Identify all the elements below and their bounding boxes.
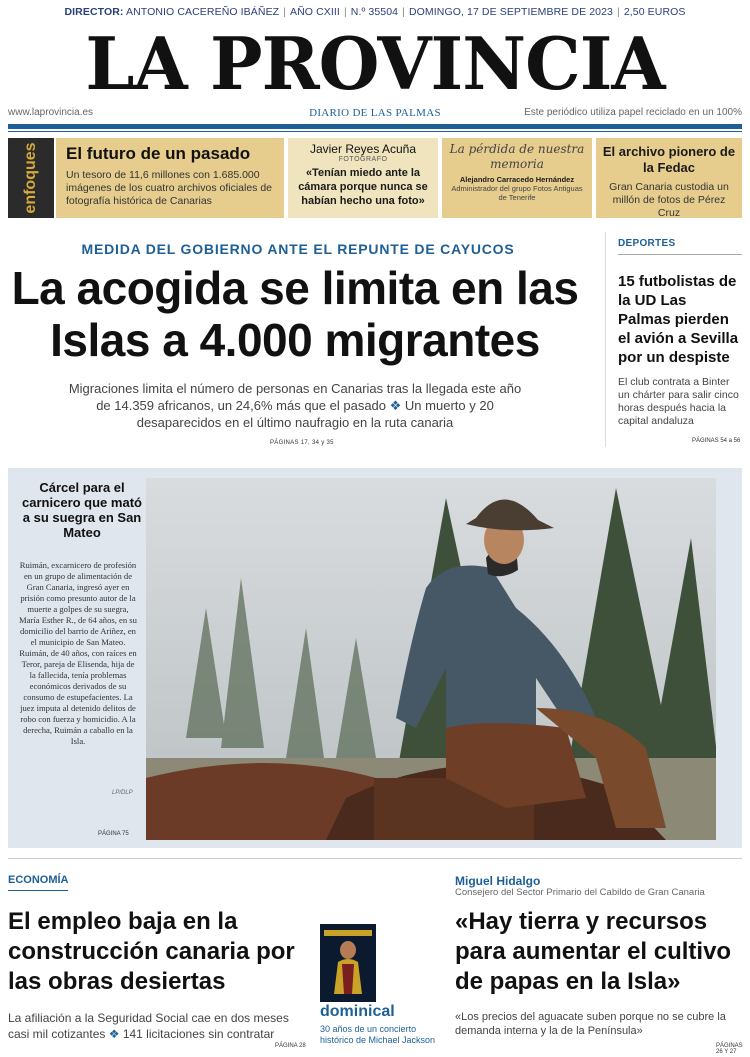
teaser-text: Un tesoro de 11,6 millones con 1.685.000 imágenes de los cuatro archivos oficiales de fotografía histórica de Canarias — [66, 169, 273, 207]
header-topline: DIRECTOR: ANTONIO CACEREÑO IBÁÑEZ | AÑO CXIII | N.º 35504 | DOMINGO, 17 DE SEPTIEMBRE DE 2023 | 2,50 EUROS — [64, 6, 686, 18]
interview-pages: PÁGINAS 26 Y 27 — [716, 1043, 743, 1055]
sports-text: El club contrata a Binter un chárter para salir cinco horas después hacia la capital andaluza — [618, 376, 739, 427]
sports-headline[interactable]: 15 futbolistas de la UD Las Palmas pierden el avión a Sevilla por un despiste — [618, 273, 739, 366]
column-divider — [605, 232, 606, 447]
economy-pages: PÁGINA 28 — [275, 1043, 306, 1049]
enfoques-label-box — [8, 138, 54, 218]
economy-text-1: La afiliación a la Seguridad Social cae en dos meses casi mil cotizantes — [8, 1011, 289, 1041]
photo-story-pages: PÁGINA 75 — [98, 831, 129, 837]
teaser-fedac[interactable] — [596, 138, 742, 218]
main-deck — [60, 380, 530, 431]
price: 2,50 EUROS — [623, 6, 686, 18]
site-url[interactable]: www.laprovincia.es — [8, 107, 94, 118]
header-rule — [8, 124, 742, 129]
teaser-memoria[interactable] — [442, 138, 592, 218]
teaser-reyes[interactable] — [288, 138, 438, 218]
issue-number: N.º 35504 — [350, 6, 399, 18]
teasers-strip — [8, 138, 742, 218]
interview-role: Consejero del Sector Primario del Cabildo de Gran Canaria — [455, 887, 705, 898]
teaser-person-role: Administrador del grupo Fotos Antiguas de Tenerife — [451, 184, 583, 202]
subbar — [8, 107, 742, 121]
header-rule-thin — [8, 131, 742, 132]
dominical-text: 30 años de un concierto histórico de Michael Jackson — [320, 1024, 436, 1045]
interview-headline[interactable]: «Hay tierra y recursos para aumentar el cultivo de papas en la Isla» — [455, 908, 732, 995]
director-label: DIRECTOR: — [64, 6, 124, 18]
deck-part-1: Migraciones limita el número de personas en Canarias tras la llegada este año de 14.359 africanos, un 24,6% más que el pasado — [68, 381, 522, 413]
sports-rule — [618, 254, 742, 255]
teaser-quote: «Tenían miedo ante la cámara porque nunca se habían hecho una foto» — [298, 167, 428, 207]
teaser-title: El futuro de un pasado — [66, 144, 251, 163]
economy-headline[interactable]: El empleo baja en la construcción canaria por las obras desiertas — [8, 908, 295, 995]
economy-text — [8, 1010, 308, 1042]
photo-story-text: Ruimán, excarnicero de profesión en un grupo de alimentación de Gran Canaria, ingresó ayer en prisión como presunto autor de la muerte a golpes de su suegra, María Esther R., de 64 años, en su domicilio del barrio de Ariñez, en el municipio de San Mateo. Ruimán, de 40 años, con raíces en Teror, pareja de Elisenda, hija de la fallecida, tenía problemas económicos derivados de su consumo de estupefacientes. La juez imputa al detenido delitos de robo con fuerza y homicidio. A la derecha, Ruimán a caballo en la Isla. — [19, 560, 137, 746]
interview-text: «Los precios del aguacate suben porque no se cubre la demanda interna y la de la Península» — [455, 1011, 726, 1037]
teaser-person-role: FOTÓGRAFO — [338, 156, 388, 163]
sports-label: DEPORTES — [618, 238, 676, 249]
sports-pages: PÁGINAS 54 a 56 — [692, 438, 741, 444]
economy-label: ECONOMÍA — [8, 874, 69, 886]
main-pages: PÁGINAS 17, 34 y 35 — [270, 440, 334, 446]
enfoques-label: enfoques — [22, 142, 39, 214]
year: AÑO CXIII — [290, 6, 340, 18]
deck-part-2: Un muerto y 20 desaparecidos en el último naufragio en la ruta canaria — [136, 398, 494, 430]
photo-story-headline[interactable]: Cárcel para el carnicero que mató a su suegra en San Mateo — [22, 480, 142, 540]
teaser-title: El archivo pionero de la Fedac — [602, 144, 736, 175]
dominical-cover-image[interactable] — [320, 924, 376, 1002]
dominical-title[interactable]: dominical — [320, 1003, 395, 1020]
teaser-person-name: Alejandro Carracedo Hernández — [459, 175, 575, 184]
photo-credit: LP/DLP — [112, 790, 133, 796]
director-name: ANTONIO CACEREÑO IBÁÑEZ — [125, 6, 280, 18]
main-kicker: MEDIDA DEL GOBIERNO ANTE EL REPUNTE DE CAYUCOS — [81, 241, 515, 257]
main-headline[interactable]: La acogida se limita en las Islas a 4.000 migrantes — [11, 262, 579, 366]
date: DOMINGO, 17 DE SEPTIEMBRE DE 2023 — [408, 6, 613, 18]
teaser-futuro[interactable] — [56, 138, 284, 218]
teaser-person-name: Javier Reyes Acuña — [309, 142, 417, 156]
bullet-icon: ❖ — [389, 398, 402, 413]
recycled-note: Este periódico utiliza papel reciclado en un 100% — [524, 107, 742, 118]
interview-name: Miguel Hidalgo — [455, 874, 541, 888]
bullet-icon: ❖ — [108, 1027, 120, 1041]
rider-photo — [146, 478, 716, 840]
bottom-rule — [8, 858, 742, 859]
teaser-title: La pérdida de nuestra memoria — [449, 142, 585, 171]
economy-rule — [8, 890, 68, 891]
teaser-text: Gran Canaria custodia un millón de fotos de Pérez Cruz — [609, 181, 729, 219]
masthead-title: LA PROVINCIA — [85, 21, 665, 106]
economy-text-2: 141 licitaciones sin contratar — [122, 1027, 275, 1041]
subtitle: DIARIO DE LAS PALMAS — [309, 107, 441, 119]
